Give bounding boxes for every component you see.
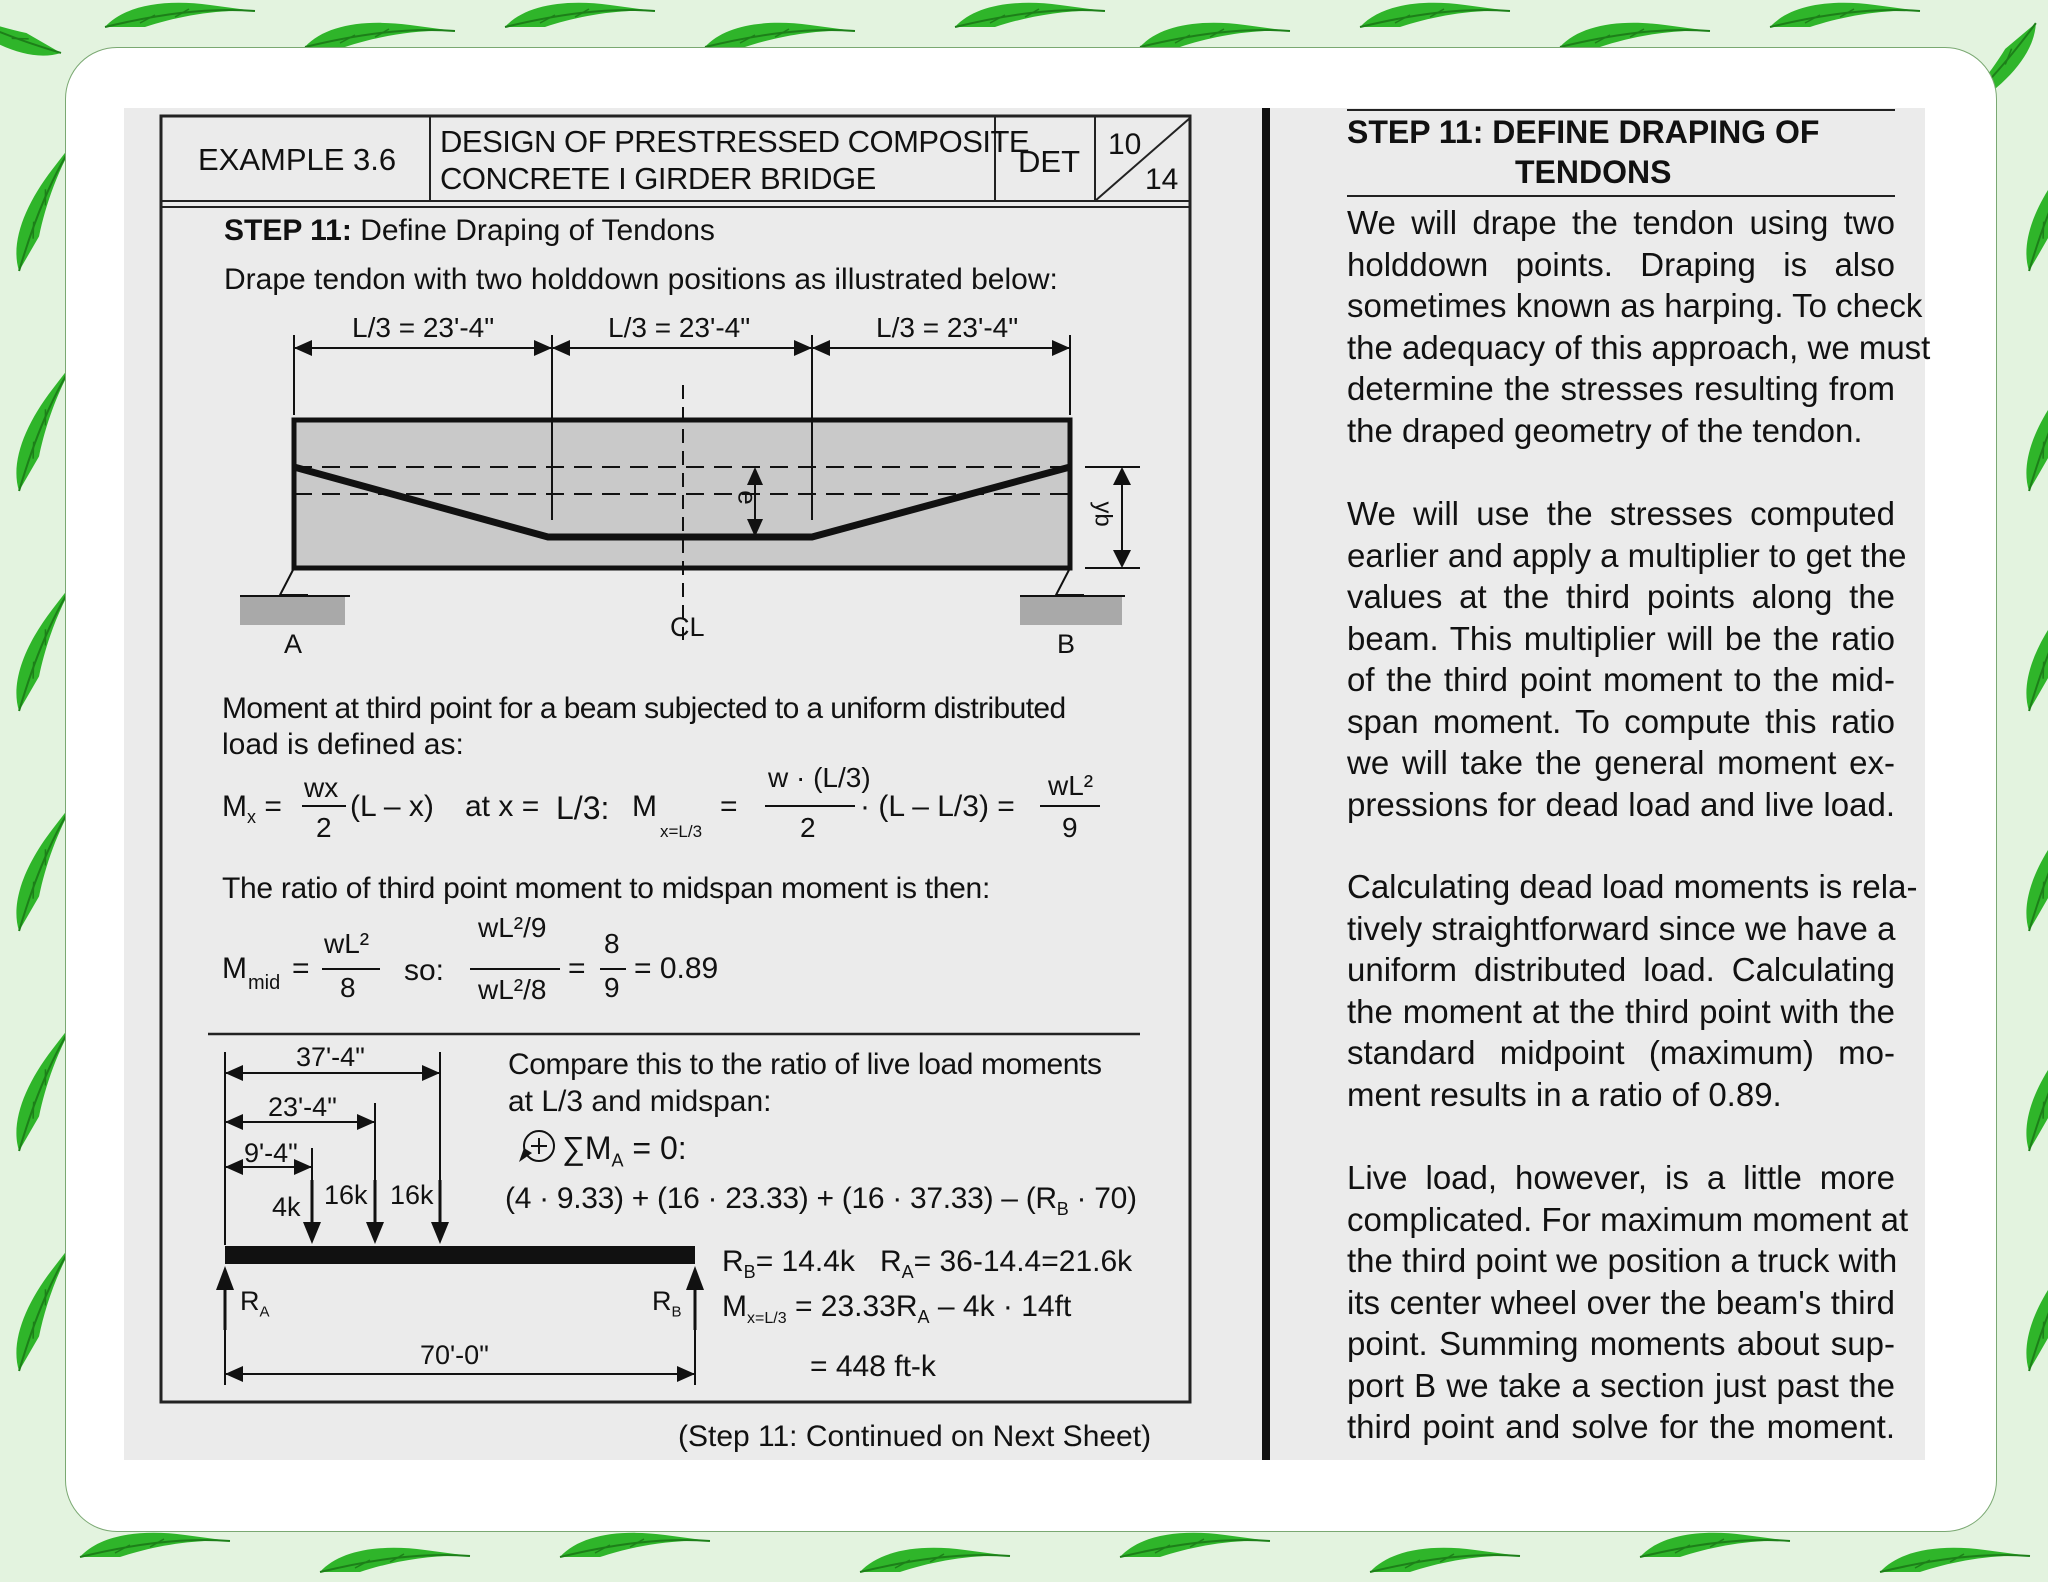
moment-text-1: Moment at third point for a beam subjected to a uniform distributed — [222, 692, 1066, 725]
sum-moment-eq: $\sum M_A = 0$: — [562, 1130, 687, 1171]
support-b-label: B — [1057, 629, 1076, 659]
reaction-a-label: $R_A$ — [240, 1286, 270, 1321]
clockwise-moment-icon — [519, 1131, 554, 1162]
intro-text: Drape tendon with two holddown positions as illustrated below: — [224, 263, 1058, 296]
load-16k-a: 16k — [324, 1180, 368, 1210]
dim-23ft: 23'-4" — [268, 1092, 337, 1122]
support-a-label: A — [284, 629, 303, 659]
reaction-values: $R_B= 14.4k$ $R_A= 36-14.4=21.6k$ — [722, 1245, 1133, 1282]
dim-label-1: L/3 = 23'-4" — [352, 312, 495, 343]
sheet-code: DET — [1018, 144, 1080, 179]
moment-sum-expression: $(4 \cdot 9.33) + (16 \cdot 23.33) + (16 \cdot 37.33) - (R_B \cdot 70)$ — [505, 1182, 1137, 1219]
yb-label: yb — [1089, 501, 1117, 527]
right-paragraph-4: Live load, however, is a little more complicated. For maximum moment at the third point we position a truck with its center wheel over the beam's third point. Summing moments about sup- port B we take a section just past the third point and solve for the moment. — [1347, 1159, 1909, 1445]
step-title — [224, 214, 715, 248]
example-number: EXAMPLE 3.6 — [198, 142, 397, 177]
right-paragraph-3: Calculating dead load moments is rela- tively straightforward since we have a uniform distributed load. Calculating the moment at the third point with the standard midpoint (maximum) mo- ment results in a ratio of 0.89. — [1347, 868, 1918, 1113]
sheet-total: 14 — [1145, 163, 1179, 196]
span-label: 70'-0" — [420, 1340, 489, 1370]
compare-text-2: at L/3 and midspan: — [508, 1085, 772, 1118]
third-point-moment: $M_{x=L/3} = 23.33R_A - 4k \cdot 14ft$ — [722, 1290, 1072, 1327]
column-divider — [1262, 108, 1270, 1460]
reaction-b-label: $R_B$ — [652, 1286, 682, 1321]
dim-9ft: 9'-4" — [244, 1138, 298, 1168]
load-16k-b: 16k — [390, 1180, 434, 1210]
moment-result: = 448 ft-k — [810, 1350, 936, 1383]
moment-text-2: load is defined as: — [222, 728, 464, 761]
centerline-label: CL — [670, 612, 705, 642]
continued-note: (Step 11: Continued on Next Sheet) — [678, 1420, 1152, 1453]
ratio-text: The ratio of third point moment to midspan moment is then: — [222, 872, 990, 905]
step-label: STEP 11: — [224, 214, 352, 247]
compare-text-1: Compare this to the ratio of live load moments — [508, 1048, 1102, 1081]
eccentricity-label: e — [732, 490, 763, 505]
right-heading-1: STEP 11: DEFINE DRAPING OF — [1347, 114, 1820, 150]
tendon-diagram — [240, 335, 1140, 640]
dim-label-3: L/3 = 23'-4" — [876, 312, 1019, 343]
right-paragraph-2: We will use the stresses computed earlier and apply a multiplier to get the values at the third points along the beam. This multiplier will be the ratio of the third point moment to the mid- span moment. To compute this ratio we will take the general moment ex- pressions for dead load and live load. — [1347, 495, 1907, 823]
step-title-text: Define Draping of Tendons — [360, 214, 715, 247]
title-line-1: DESIGN OF PRESTRESSED COMPOSITE — [440, 124, 1030, 159]
sheet-number: 10 — [1108, 128, 1142, 161]
load-4k: 4k — [272, 1192, 301, 1222]
right-heading-2: TENDONS — [1515, 154, 1672, 190]
title-line-2: CONCRETE I GIRDER BRIDGE — [440, 161, 876, 196]
right-paragraph-1: We will drape the tendon using two holddown points. Draping is also sometimes known as harping. To check the adequacy of this approach, we must determine the stresses resulting from the draped geometry of the tendon. — [1347, 204, 1931, 449]
dim-37ft: 37'-4" — [296, 1042, 365, 1072]
dim-label-2: L/3 = 23'-4" — [608, 312, 751, 343]
